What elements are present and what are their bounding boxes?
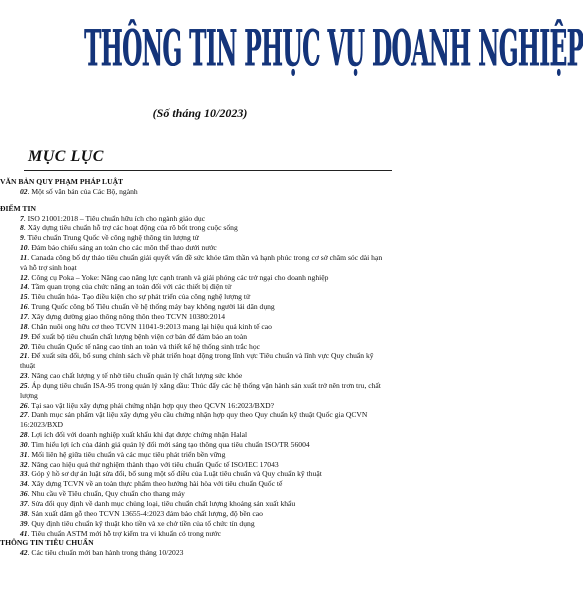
toc-entry-page: 38 [20,508,28,518]
toc-entry[interactable]: 28. Lợi ích đối với doanh nghiệp xuất khẩu khi đạt được chứng nhận Halal [20,430,248,440]
toc-entry-page: 42 [20,548,28,558]
toc-entry[interactable]: 21. Để xuất sửa đổi, bổ sung chính sách về phát triển hoạt động trong lĩnh vực Tiêu chuẩn và lĩnh vực Quy chuẩn kỹ thuật [20,351,374,371]
toc-entry-page: 17 [20,311,28,321]
toc-entry-page: 20 [20,341,28,351]
toc-entry-page: 7 [20,213,24,223]
toc-entry-page: 27 [20,410,28,420]
toc-entry-title: Nhu cầu về Tiêu chuẩn, Quy chuẩn cho thang máy [31,489,185,499]
toc-entry[interactable]: 12. Công cụ Poka – Yoke: Nâng cao năng lực cạnh tranh và giải phóng các trở ngại cho doanh nghiệp [20,272,329,282]
toc-entry[interactable]: 02. Một số văn bản của Các Bộ, ngành [20,186,138,196]
toc-entry[interactable]: 37. Sửa đổi quy định về danh mục chủng loại, tiêu chuẩn chất lượng khoáng sản xuất khẩu [20,499,296,508]
toc-entry-page: 26 [20,400,28,410]
toc-entry-title: Xây dựng đường giao thông nông thôn theo TCVN 10380:2014 [31,311,226,321]
toc-entry-title: Để xuất bộ tiêu chuẩn chất lượng bệnh viện cơ bản để đảm bảo an toàn [31,331,248,341]
toc-entry-page: 15 [20,292,28,302]
toc-entry-title: Sản xuất dăm gỗ theo TCVN 13655-4:2023 đảm bảo chất lượng, độ bền cao [31,508,263,518]
toc-entry-page: 39 [20,518,28,528]
toc-entry-title: Mối liên hệ giữa tiêu chuẩn và các mục tiêu phát triển bền vững [31,449,226,459]
toc-entry-page: 16 [20,302,28,312]
toc-entry-title: Để xuất sửa đổi, bổ sung chính sách về phát triển hoạt động trong lĩnh vực Tiêu chuẩn và lĩnh vực Quy chuẩn kỹ thuật [20,351,374,371]
toc-entry-title: Nâng cao chất lượng y tế nhờ tiêu chuẩn quản lý chất lượng sức khỏe [31,371,243,381]
toc-entry[interactable]: 9. Tiêu chuẩn Trung Quốc về công nghệ thông tin lượng tử [20,233,199,243]
toc-entry[interactable]: 30. Tìm hiểu lợi ích của đánh giá quản lý đối mới sáng tạo thông qua tiêu chuẩn ISO/TR 56004 [20,439,310,449]
masthead-title: THÔNG TIN PHỤC VỤ DOANH NGHIỆP [84,19,583,78]
toc-entry-title: Danh mục sản phẩm vật liệu xây dựng yêu cầu chứng nhận hợp quy theo Quy chuẩn kỹ thuật Quốc gia QCVN 16:2023/BXD [20,410,368,430]
toc-entry[interactable]: 39. Quy định tiêu chuẩn kỹ thuật kho tiền và xe chở tiền của tổ chức tín dụng [20,518,255,528]
toc-entry-title: Lợi ích đối với doanh nghiệp xuất khẩu khi đạt được chứng nhận Halal [31,430,248,440]
toc-entry[interactable]: 14. Tầm quan trọng của chức năng an toàn đối với các thiết bị điện tử [20,282,232,292]
toc-entry[interactable]: 34. Xây dựng TCVN về an toàn thực phẩm theo hướng hài hòa với tiêu chuẩn Quốc tế [20,479,283,489]
toc-entry[interactable]: 8. Xây dựng tiêu chuẩn hỗ trợ các hoạt động của rô bốt trong cuộc sống [20,223,238,233]
toc-entry-page: 28 [20,430,28,440]
toc-entry-title: Tiêu chuẩn ASTM mới hỗ trợ kiểm tra vi khuẩn có trong nước [31,528,221,538]
toc-entry[interactable]: 38. Sản xuất dăm gỗ theo TCVN 13655-4:2023 đảm bảo chất lượng, độ bền cao [20,508,263,518]
toc-entry-title: Trung Quốc công bố Tiêu chuẩn về hệ thống máy bay không người lái dân dụng [31,302,275,312]
toc-entry-title: Tiêu chuẩn Trung Quốc về công nghệ thông tin lượng tử [27,233,199,243]
toc-entry[interactable]: 11. Canada công bố dự thảo tiêu chuẩn giải quyết vấn đề sức khỏe tâm thần và hạnh phúc trong cơ sở chăm sóc dài hạn và hỗ trợ sinh hoạt [20,252,383,272]
toc-entry[interactable]: 7. ISO 21001:2018 – Tiêu chuẩn hữu ích cho ngành giáo dục [20,213,206,223]
toc-entry[interactable]: 41. Tiêu chuẩn ASTM mới hỗ trợ kiểm tra vi khuẩn có trong nước [20,528,221,538]
toc-entry[interactable]: 20. Tiêu chuẩn Quốc tế nâng cao tính an toàn và thiết kế hệ thống sinh trắc học [20,341,261,351]
toc-entry-page: 8 [20,223,24,233]
toc-divider [24,170,392,171]
toc-entry-page: 30 [20,439,28,449]
toc-entry-title: Nâng cao hiệu quả thử nghiệm thành thạo với tiêu chuẩn Quốc tế ISO/IEC 17043 [31,459,279,469]
toc-entry-page: 41 [20,528,28,538]
section-heading-standards-info[interactable]: THÔNG TIN TIÊU CHUẨN [0,538,94,548]
toc-entry-title: Các tiêu chuẩn mới ban hành trong tháng 10/2023 [31,548,184,558]
toc-entry[interactable]: 18. Chăn nuôi ong hữu cơ theo TCVN 11041-9:2013 mang lại hiệu quả kinh tế cao [20,321,272,331]
toc-entry-title: Sửa đổi quy định về danh mục chủng loại, tiêu chuẩn chất lượng khoáng sản xuất khẩu [31,499,296,508]
toc-entry-title: Áp dụng tiêu chuẩn ISA-95 trong quản lý xăng dầu: Thúc đẩy các hệ thống vận hành sản xuất trở nên trơn tru, chất lượng [20,380,381,400]
toc-entry-page: 10 [20,243,28,253]
toc-entry-page: 21 [20,351,28,361]
toc-entry[interactable]: 23. Nâng cao chất lượng y tế nhờ tiêu chuẩn quản lý chất lượng sức khỏe [20,371,243,381]
toc-entry-title: Xây dựng tiêu chuẩn hỗ trợ các hoạt động của rô bốt trong cuộc sống [27,223,238,233]
toc-entry-page: 9 [20,233,24,243]
section-heading-news[interactable]: ĐIỂM TIN [0,203,36,213]
toc-entry-title: Góp ý hồ sơ dự án luật sửa đổi, bổ sung một số điều của Luật tiêu chuẩn và Quy chuẩn kỹ thuật [31,469,322,479]
toc-entry-title: Tìm hiểu lợi ích của đánh giá quản lý đối mới sáng tạo thông qua tiêu chuẩn ISO/TR 56004 [31,439,310,449]
toc-entry-title: Một số văn bản của Các Bộ, ngành [31,186,138,196]
toc-entry[interactable]: 15. Tiêu chuẩn hóa- Tạo điều kiện cho sự phát triển của công nghệ lượng tử [20,292,251,302]
toc-entry-page: 32 [20,459,28,469]
table-of-contents [0,177,390,558]
issue-number: (Số tháng 10/2023) [152,106,248,120]
toc-entry-title: Canada công bố dự thảo tiêu chuẩn giải quyết vấn đề sức khỏe tâm thần và hạnh phúc trong cơ sở chăm sóc dài hạn và hỗ trợ sinh hoạt [20,252,383,272]
toc-entry-page: 31 [20,449,28,459]
toc-entry-page: 37 [20,499,28,508]
toc-entry-page: 11 [20,252,28,262]
toc-entry-title: Tầm quan trọng của chức năng an toàn đối với các thiết bị điện tử [31,282,232,292]
toc-entry[interactable]: 36. Nhu cầu về Tiêu chuẩn, Quy chuẩn cho thang máy [20,489,185,499]
toc-entry-title: Xây dựng TCVN về an toàn thực phẩm theo hướng hài hòa với tiêu chuẩn Quốc tế [31,479,283,489]
toc-entry[interactable]: 19. Để xuất bộ tiêu chuẩn chất lượng bệnh viện cơ bản để đảm bảo an toàn [20,331,248,341]
toc-entry[interactable]: 10. Đảm bảo chiếu sáng an toàn cho các môn thể thao dưới nước [20,243,217,253]
toc-entry-page: 18 [20,321,28,331]
toc-entry-title: Tiêu chuẩn Quốc tế nâng cao tính an toàn và thiết kế hệ thống sinh trắc học [31,341,261,351]
toc-entry-page: 36 [20,489,28,499]
toc-entry-page: 34 [20,479,28,489]
toc-entry-title: Chăn nuôi ong hữu cơ theo TCVN 11041-9:2013 mang lại hiệu quả kinh tế cao [31,321,272,331]
toc-entry-title: Tại sao vật liệu xây dựng phải chứng nhận hợp quy theo QCVN 16:2023/BXD? [31,400,275,410]
toc-entry-page: 19 [20,331,28,341]
toc-entry-page: 02 [20,186,28,196]
toc-heading: MỤC LỤC [28,148,104,165]
toc-entry-page: 25 [20,380,28,390]
toc-entry[interactable]: 16. Trung Quốc công bố Tiêu chuẩn về hệ thống máy bay không người lái dân dụng [20,302,275,312]
toc-entry[interactable]: 32. Nâng cao hiệu quả thử nghiệm thành thạo với tiêu chuẩn Quốc tế ISO/IEC 17043 [20,459,279,469]
toc-entry[interactable]: 26. Tại sao vật liệu xây dựng phải chứng nhận hợp quy theo QCVN 16:2023/BXD? [20,400,275,410]
toc-entry[interactable]: 31. Mối liên hệ giữa tiêu chuẩn và các mục tiêu phát triển bền vững [20,449,226,459]
toc-entry-page: 33 [20,469,28,479]
toc-entry[interactable]: 33. Góp ý hồ sơ dự án luật sửa đổi, bổ sung một số điều của Luật tiêu chuẩn và Quy chuẩn kỹ thuật [20,469,322,479]
toc-entry-title: Tiêu chuẩn hóa- Tạo điều kiện cho sự phát triển của công nghệ lượng tử [31,292,251,302]
toc-entry[interactable]: 17. Xây dựng đường giao thông nông thôn theo TCVN 10380:2014 [20,311,226,321]
toc-entry-title: Đảm bảo chiếu sáng an toàn cho các môn thể thao dưới nước [31,243,217,253]
section-heading-legal-documents[interactable]: VĂN BẢN QUY PHẠM PHÁP LUẬT [0,177,124,186]
toc-entry-title: ISO 21001:2018 – Tiêu chuẩn hữu ích cho ngành giáo dục [27,213,206,223]
toc-entry-page: 14 [20,282,28,292]
toc-entry[interactable]: 42. Các tiêu chuẩn mới ban hành trong tháng 10/2023 [20,548,184,558]
toc-entry-page: 23 [20,371,28,381]
toc-entry-title: Công cụ Poka – Yoke: Nâng cao năng lực cạnh tranh và giải phóng các trở ngại cho doanh nghiệp [31,272,329,282]
toc-entry-title: Quy định tiêu chuẩn kỹ thuật kho tiền và xe chở tiền của tổ chức tín dụng [31,518,255,528]
toc-entry-page: 12 [20,272,28,282]
toc-entry[interactable]: 27. Danh mục sản phẩm vật liệu xây dựng yêu cầu chứng nhận hợp quy theo Quy chuẩn kỹ thuật Quốc gia QCVN 16:2023/BXD [20,410,368,430]
toc-entry[interactable]: 25. Áp dụng tiêu chuẩn ISA-95 trong quản lý xăng dầu: Thúc đẩy các hệ thống vận hành sản xuất trở nên trơn tru, chất lượng [20,380,381,400]
